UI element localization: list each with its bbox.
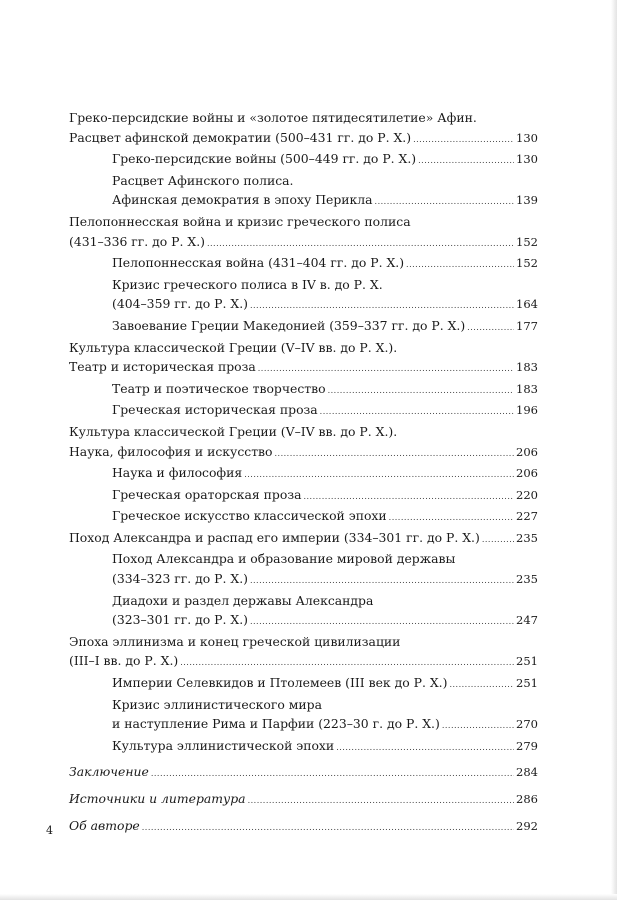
toc-entry[interactable] bbox=[112, 316, 538, 338]
toc-entry-row bbox=[112, 190, 538, 212]
toc-entry-row bbox=[69, 442, 538, 464]
toc-entry-page: 130 bbox=[516, 130, 538, 145]
toc-entry-title-line: (334–323 гг. до Р. Х.) bbox=[112, 571, 248, 587]
toc-entry-title-line: Заключение bbox=[69, 764, 149, 780]
dot-leader bbox=[449, 675, 514, 695]
dot-leader bbox=[303, 487, 514, 507]
toc-entry-title-line: (III–I вв. до Р. Х.) bbox=[69, 653, 179, 669]
toc-entry-title-line: Культура эллинистической эпохи bbox=[112, 737, 335, 753]
toc-entry-page: 227 bbox=[516, 509, 538, 524]
toc-entry-title-line: Поход Александра и распад его империи (334–301 гг. до Р. Х.) bbox=[69, 529, 480, 545]
toc-entry-page: 196 bbox=[516, 403, 538, 418]
toc-entry-title-line: Кризис эллинистического мира bbox=[112, 696, 322, 712]
toc-entry-title-line: Греко-персидские войны и «золотое пятидесятилетие» Афин. bbox=[69, 110, 477, 125]
toc-entry-title-line: Греческая ораторская проза bbox=[112, 486, 302, 502]
toc-entry-title-line: Афинская демократия в эпоху Перикла bbox=[112, 192, 373, 208]
toc-entry-row bbox=[112, 294, 538, 316]
toc-entry-title-line: Культура классической Греции (V–IV вв. до Р. Х.). bbox=[69, 339, 398, 355]
toc-entry[interactable] bbox=[69, 816, 538, 838]
toc-entry-row bbox=[69, 357, 538, 379]
toc-entry-page: 286 bbox=[516, 792, 538, 806]
toc-entry-row bbox=[112, 673, 538, 695]
dot-leader bbox=[336, 738, 514, 758]
dot-leader bbox=[250, 571, 514, 591]
toc-entry[interactable] bbox=[112, 549, 538, 590]
toc-entry[interactable] bbox=[69, 762, 538, 784]
toc-entry[interactable] bbox=[69, 422, 538, 463]
dot-leader bbox=[406, 255, 514, 275]
toc-entry-page: 206 bbox=[516, 466, 538, 481]
toc-entry-title-line: Греческое искусство классической эпохи bbox=[112, 508, 387, 524]
toc-entry-page: 251 bbox=[516, 654, 538, 669]
toc-entry-title-line: Театр и историческая проза bbox=[69, 359, 256, 375]
toc-entry-title-line: Империи Селевкидов и Птолемеев (III век до Р. Х.) bbox=[112, 675, 448, 691]
toc-entry-title-line: Поход Александра и образование мировой державы bbox=[112, 551, 456, 567]
toc-entry-page: 177 bbox=[516, 318, 538, 333]
toc-entry-title-line: Греческая историческая проза bbox=[112, 402, 318, 418]
toc-entry-title-line: Наука и философия bbox=[112, 465, 243, 481]
toc-entry[interactable] bbox=[69, 338, 538, 379]
dot-leader bbox=[180, 653, 514, 673]
toc-entry-title-line: Наука, философия и искусство bbox=[69, 443, 273, 459]
toc-entry[interactable] bbox=[69, 632, 538, 673]
toc-entry[interactable] bbox=[112, 253, 538, 275]
toc-entry[interactable] bbox=[69, 789, 538, 811]
toc-entry-page: 164 bbox=[516, 297, 538, 312]
toc-entry-row bbox=[112, 400, 538, 422]
dot-leader bbox=[250, 612, 514, 632]
toc-entry-row bbox=[69, 651, 538, 673]
toc-entry-title-line: Пелопоннесская война и кризис греческого полиса bbox=[69, 213, 411, 229]
toc-entry-page: 279 bbox=[516, 738, 538, 753]
toc-entry-row bbox=[112, 736, 538, 758]
dot-leader bbox=[275, 444, 515, 464]
dot-leader bbox=[207, 234, 514, 254]
toc-entry-row bbox=[112, 316, 538, 338]
toc-entry-title-line: (323–301 гг. до Р. Х.) bbox=[112, 612, 248, 628]
toc-entry-row bbox=[69, 816, 538, 838]
toc-entry[interactable] bbox=[112, 695, 538, 736]
toc-entry-row bbox=[69, 528, 538, 550]
toc-entry-title-line: Источники и литература bbox=[69, 791, 246, 806]
dot-leader bbox=[142, 818, 514, 838]
toc-entry-page: 292 bbox=[516, 818, 538, 833]
toc-entry-title-line: Культура классической Греции (V–IV вв. до Р. Х.). bbox=[69, 423, 398, 439]
toc-entry-title-line: Кризис греческого полиса в IV в. до Р. Х. bbox=[112, 276, 383, 292]
toc-entry[interactable] bbox=[112, 149, 538, 171]
toc-entry-title-line: и наступление Рима и Парфии (223–30 г. до Р. Х.) bbox=[112, 716, 440, 732]
dot-leader bbox=[248, 791, 514, 811]
toc-entry-page: 251 bbox=[516, 676, 538, 691]
dot-leader bbox=[320, 402, 514, 422]
toc-entry-row bbox=[69, 232, 538, 254]
toc-entry[interactable] bbox=[112, 275, 538, 316]
toc-entry-title-line: Об авторе bbox=[69, 817, 140, 833]
page-edge-shadow bbox=[0, 894, 617, 900]
toc-entry-page: 183 bbox=[516, 381, 538, 396]
toc-entry[interactable] bbox=[112, 463, 538, 485]
toc-entry-row bbox=[112, 610, 538, 632]
dot-leader bbox=[328, 381, 514, 401]
toc-entry-title-line: Греко-персидские войны (500–449 гг. до Р. Х.) bbox=[112, 151, 417, 167]
toc-entry-page: 183 bbox=[516, 360, 538, 375]
toc-entry-page: 235 bbox=[516, 530, 538, 545]
toc-entry-title-line: Завоевание Греции Македонией (359–337 гг. до Р. Х.) bbox=[112, 317, 466, 333]
toc-entry-page: 284 bbox=[516, 765, 538, 780]
dot-leader bbox=[389, 508, 514, 528]
toc-entry[interactable] bbox=[112, 506, 538, 528]
toc-entry-row bbox=[69, 128, 538, 150]
dot-leader bbox=[258, 359, 514, 379]
toc-entry-row bbox=[112, 569, 538, 591]
dot-leader bbox=[375, 192, 515, 212]
toc-entry-page: 152 bbox=[516, 256, 538, 271]
toc-entry-row bbox=[112, 714, 538, 736]
table-of-contents bbox=[69, 108, 538, 837]
page-edge-shadow bbox=[611, 0, 617, 900]
toc-entry-title-line: (404–359 гг. до Р. Х.) bbox=[112, 296, 248, 312]
toc-entry-row bbox=[112, 253, 538, 275]
dot-leader bbox=[413, 130, 514, 150]
toc-entry-row bbox=[112, 506, 538, 528]
toc-entry[interactable] bbox=[69, 528, 538, 550]
toc-entry-title-line: Театр и поэтическое творчество bbox=[112, 380, 326, 396]
toc-entry-page: 270 bbox=[516, 717, 538, 732]
toc-entry-row bbox=[112, 463, 538, 485]
toc-entry[interactable] bbox=[69, 212, 538, 253]
toc-entry[interactable] bbox=[112, 591, 538, 632]
dot-leader bbox=[250, 296, 514, 316]
toc-entry[interactable] bbox=[69, 108, 538, 149]
toc-entry-page: 235 bbox=[516, 572, 538, 587]
toc-entry-title-line: Расцвет афинской демократии (500–431 гг. до Р. Х.) bbox=[69, 129, 412, 145]
dot-leader bbox=[442, 716, 514, 736]
toc-entry-page: 206 bbox=[516, 444, 538, 459]
toc-entry-row bbox=[112, 149, 538, 171]
toc-entry[interactable] bbox=[112, 400, 538, 422]
toc-entry-row bbox=[112, 379, 538, 401]
toc-entry[interactable] bbox=[112, 485, 538, 507]
toc-entry-title-line: Диадохи и раздел державы Александра bbox=[112, 592, 374, 608]
dot-leader bbox=[418, 151, 514, 171]
toc-entry-title-line: Расцвет Афинского полиса. bbox=[112, 172, 294, 188]
toc-entry-row bbox=[69, 762, 538, 784]
toc-entry[interactable] bbox=[112, 736, 538, 758]
dot-leader bbox=[151, 764, 514, 784]
toc-entry-page: 220 bbox=[516, 487, 538, 502]
toc-entry[interactable] bbox=[112, 673, 538, 695]
dot-leader bbox=[467, 318, 514, 338]
toc-entry-title-line: Пелопоннесская война (431–404 гг. до Р. Х.) bbox=[112, 255, 405, 271]
toc-entry-page: 130 bbox=[516, 152, 538, 167]
dot-leader bbox=[244, 465, 514, 485]
dot-leader bbox=[482, 530, 514, 550]
toc-entry[interactable] bbox=[112, 171, 538, 212]
toc-entry-title-line: Эпоха эллинизма и конец греческой цивилизации bbox=[69, 633, 401, 649]
toc-entry-row bbox=[112, 485, 538, 507]
toc-entry[interactable] bbox=[112, 379, 538, 401]
page-number: 4 bbox=[46, 824, 53, 837]
toc-entry-title-line: (431–336 гг. до Р. Х.) bbox=[69, 233, 205, 249]
toc-entry-page: 139 bbox=[516, 193, 538, 208]
toc-entry-page: 152 bbox=[516, 234, 538, 249]
toc-entry-page: 247 bbox=[516, 613, 538, 628]
toc-entry-row bbox=[69, 789, 538, 811]
